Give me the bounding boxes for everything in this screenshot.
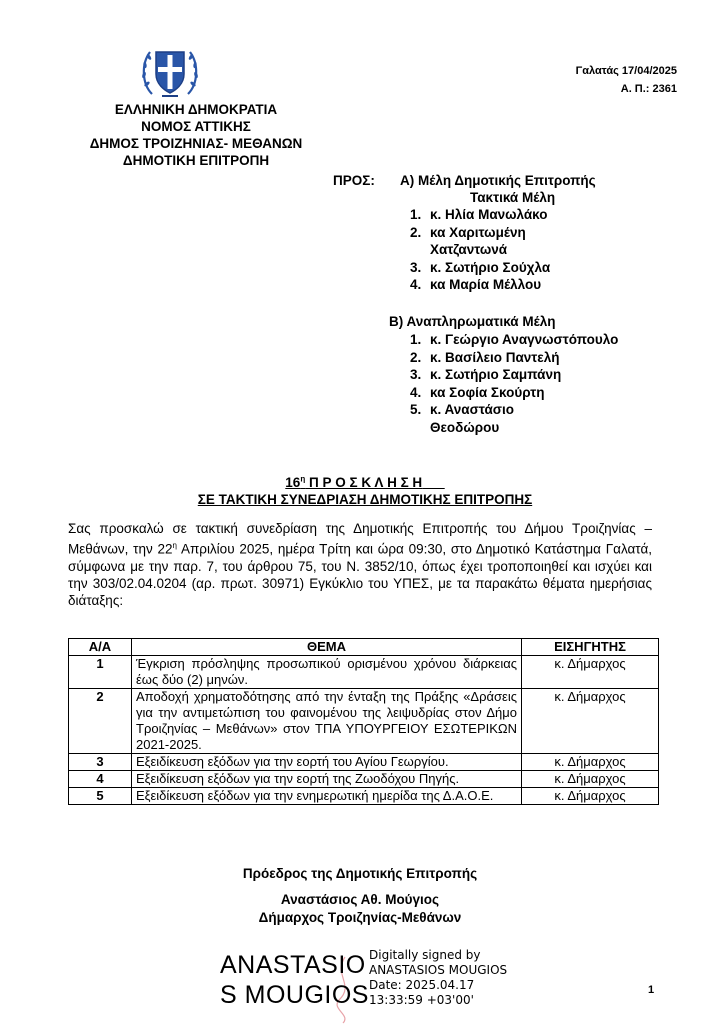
issuer-line: ΝΟΜΟΣ ΑΤΤΙΚΗΣ xyxy=(141,119,251,134)
invitation-title xyxy=(60,470,670,491)
invitation-subtitle: ΣΕ ΤΑΚΤΙΚΗ ΣΥΝΕΔΡΙΑΣΗ ΔΗΜΟΤΙΚΗΣ ΕΠΙΤΡΟΠΗΣ xyxy=(197,491,533,507)
list-item xyxy=(410,259,610,277)
row-number: 3 xyxy=(69,754,132,771)
recipient-name: κ. Γεώργιο Αναγνωστόπουλο xyxy=(430,332,619,347)
table-row xyxy=(69,656,659,689)
digital-signature-name-line: ANASTASIO xyxy=(220,951,366,979)
digital-signature-info-line: 13:33:59 +03'00' xyxy=(369,993,474,1007)
recipient-name: κ. Βασίλειο Παντελή xyxy=(430,349,560,365)
recipient-name: κ. Σωτήριο Σαμπάνη xyxy=(430,367,562,382)
recipient-name: κ. Σωτήριο Σούχλα xyxy=(430,259,551,275)
table-header-row xyxy=(69,639,659,656)
group-a-title: Α) Μέλη Δημοτικής Επιτροπής xyxy=(400,173,596,188)
list-item xyxy=(410,224,550,259)
hellenic-republic-emblem-icon xyxy=(138,40,202,102)
row-number: 5 xyxy=(69,788,132,805)
signatory-name: Αναστάσιος Αθ. Μούγιος xyxy=(280,892,440,907)
row-number: 2 xyxy=(69,689,132,754)
group-b-title: Β) Αναπληρωματικά Μέλη xyxy=(389,314,556,329)
table-row xyxy=(69,754,659,771)
row-topic: Εξειδίκευση εξόδων για την ενημερωτική ημερίδα της Δ.Α.Ο.Ε. xyxy=(132,788,522,805)
signatory-role: Πρόεδρος της Δημοτικής Επιτροπής xyxy=(242,866,478,881)
issuer-line: ΔΗΜΟΤΙΚΗ ΕΠΙΤΡΟΠΗ xyxy=(122,153,270,168)
list-number: 1. xyxy=(410,332,422,347)
list-item xyxy=(410,206,610,224)
digital-signature-info-line: Date: 2025.04.17 xyxy=(369,978,475,992)
column-header-aa: Α/Α xyxy=(69,639,132,656)
list-item xyxy=(410,366,650,384)
list-item xyxy=(410,384,650,402)
list-item xyxy=(410,401,550,436)
page-number: 1 xyxy=(648,984,655,996)
group-b-list xyxy=(410,331,650,436)
issuer-line: ΕΛΛΗΝΙΚΗ ΔΗΜΟΚΡΑΤΙΑ xyxy=(114,102,278,117)
digital-signature-name xyxy=(220,950,369,1010)
list-number: 2. xyxy=(410,224,422,240)
row-number: 4 xyxy=(69,771,132,788)
table-row xyxy=(69,689,659,754)
body-text-part1: Σας προσκαλώ σε τακτική συνεδρίαση της Δημοτικής Επιτροπής του Δήμου Τροιζηνίας – Μεθάνων, την 22 xyxy=(68,521,652,557)
list-number: 3. xyxy=(410,367,422,382)
date-protocol-block xyxy=(576,62,677,98)
recipient-name: κα Χαριτωμένη Χατζαντωνά xyxy=(430,224,526,257)
digital-signature-info xyxy=(369,948,507,1008)
invitation-number: 16 xyxy=(285,474,301,490)
list-item xyxy=(410,331,650,349)
group-a-subtitle: Τακτικά Μέλη xyxy=(470,190,556,205)
row-rapporteur: κ. Δήμαρχος xyxy=(522,771,659,788)
row-topic: Έγκριση πρόσληψης προσωπικού ορισμένου χρόνου διάρκειας έως δύο (2) μηνών. xyxy=(132,656,522,689)
list-number: 2. xyxy=(410,349,422,365)
issuer-block xyxy=(76,101,316,169)
row-topic: Εξειδίκευση εξόδων για την εορτή του Αγίου Γεωργίου. xyxy=(132,754,522,771)
row-topic: Αποδοχή χρηματοδότησης από την ένταξη της Πράξης «Δράσεις για την αντιμετώπιση του φαινομένου της λειψυδρίας στον Δήμο Τροιζηνίας – Μεθάνων» στον ΤΠΑ ΥΠΟΥΡΓΕΙΟΥ ΕΣΩΤΕΡΙΚΩΝ 2021-2025. xyxy=(132,689,522,754)
signatory-title: Δήμαρχος Τροιζηνίας-Μεθάνων xyxy=(258,910,462,925)
digital-signature-info-line: Digitally signed by xyxy=(369,948,481,962)
document-date: Γαλατάς 17/04/2025 xyxy=(575,65,677,77)
row-rapporteur: κ. Δήμαρχος xyxy=(522,754,659,771)
issuer-line: ΔΗΜΟΣ ΤΡΟΙΖΗΝΙΑΣ- ΜΕΘΑΝΩΝ xyxy=(89,136,303,151)
list-number: 4. xyxy=(410,384,422,400)
list-number: 5. xyxy=(410,402,422,417)
table-row xyxy=(69,788,659,805)
list-number: 4. xyxy=(410,277,422,292)
list-number: 3. xyxy=(410,259,422,275)
group-a-list xyxy=(410,206,610,294)
recipient-name: κ. Αναστάσιο Θεοδώρου xyxy=(430,402,514,435)
recipient-name: κα Σοφία Σκούρτη xyxy=(430,384,545,400)
table-row xyxy=(69,771,659,788)
digital-signature-info-line: ANASTASIOS MOUGIOS xyxy=(369,963,508,977)
agenda-table xyxy=(68,638,659,805)
body-text-sup: η xyxy=(172,541,177,550)
row-rapporteur: κ. Δήμαρχος xyxy=(522,656,659,689)
list-item xyxy=(410,349,650,367)
list-item xyxy=(410,276,610,294)
column-header-thema: ΘΕΜΑ xyxy=(132,639,522,656)
recipients-label: ΠΡΟΣ: xyxy=(333,173,375,188)
recipient-name: κ. Ηλία Μανωλάκο xyxy=(430,207,548,222)
invitation-number-suffix: η xyxy=(300,474,306,483)
column-header-eisigitis: ΕΙΣΗΓΗΤΗΣ xyxy=(522,639,659,656)
row-number: 1 xyxy=(69,656,132,689)
body-paragraph xyxy=(68,520,652,609)
recipient-name: κα Μαρία Μέλλου xyxy=(430,277,542,292)
invitation-title-block xyxy=(60,470,670,508)
row-rapporteur: κ. Δήμαρχος xyxy=(522,788,659,805)
protocol-number: Α. Π.: 2361 xyxy=(620,83,677,95)
row-topic: Εξειδίκευση εξόδων για την εορτή της Ζωοδόχου Πηγής. xyxy=(132,771,522,788)
list-number: 1. xyxy=(410,207,422,222)
signature-block xyxy=(160,865,560,927)
digital-signature-name-line: S MOUGIOS xyxy=(220,981,369,1009)
row-rapporteur: κ. Δήμαρχος xyxy=(522,689,659,754)
body-text-part2: Απριλίου 2025, ημέρα Τρίτη και ώρα 09:30, στο Δημοτικό Κατάστημα Γαλατά, σύμφωνα με την παρ. 7, του άρθρου 75, του Ν. 3852/10, όπως έχει τροποποιηθεί και ισχύει και την 303/02.04.0204 (αρ. πρωτ. 30971) Εγκύκλιο του ΥΠΕΣ, με τα παρακάτω θέματα ημερήσιας διάταξης: xyxy=(68,541,653,608)
invitation-heading: Π Ρ Ο Σ Κ Λ Η Σ Η xyxy=(305,474,423,490)
